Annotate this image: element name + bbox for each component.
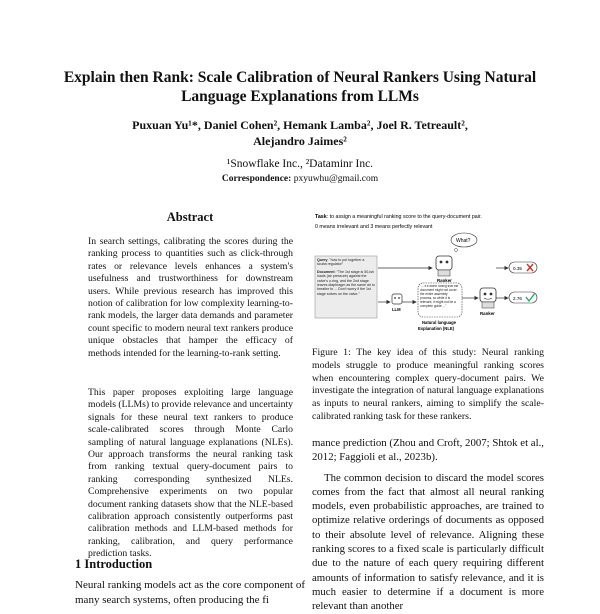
- scale-text: 0 means irrelevant and 3 means perfectly relevant: [315, 224, 433, 230]
- correspondence-email: pxyuwhu@gmail.com: [293, 174, 379, 184]
- abstract-heading: Abstract: [166, 210, 214, 224]
- thought-bubble-text: What?: [456, 238, 471, 244]
- document-label: Document: [317, 269, 335, 274]
- abstract-paragraph-1: In search settings, calibrating the scores during the ranking process to quantities such as click-through rates or relevance levels enhances a system's usefulness and trustworthiness for downstream users. While previous research has improved this notion of calibration for low complexity learning-to-rank models, the larger data demands and parameter count specific to modern neural text rankers produce unique obstacles that hamper the efficacy of methods intended for the learning-to-rank setting.: [88, 236, 293, 359]
- authors-line-2: Alejandro Jaimes²: [253, 134, 347, 148]
- title-line-1: Explain then Rank: Scale Calibration of Neural Rankers Using Natural: [63, 69, 537, 86]
- section-heading-introduction: 1 Introduction: [75, 557, 153, 571]
- document-text: : "The 1st stage is 50-ish loads (air pressure) against the valve's o-ring, and the 2nd stage leaves diaphragm as the same air to breathe to ... Don't worry if the 1st stage solves on the valve.": [317, 269, 375, 296]
- query-text: : "how to put together a scuba regulator": [317, 258, 365, 267]
- abstract-paragraph-2: This paper proposes exploiting large language models (LLMs) to provide relevance and uncertainty signals for these neural text rankers to produce scale-calibrated scores through Monte Carlo sampling of natural language explanations (NLEs). Our approach transforms the neural ranking task from ranking textual query-document pairs to ranking corresponding synthesized NLEs. Comprehensive experiments on two popular document ranking datasets show that the NLE-based calibration approach consistently outperforms past calibration methods and LLM-based methods for ranking, calibration, and query performance prediction tasks.: [88, 387, 293, 560]
- right-column-paragraph-1: mance prediction (Zhou and Croft, 2007; Shtok et al., 2012; Faggioli et al., 2023b).: [312, 437, 544, 464]
- right-column-text: [312, 436, 544, 614]
- nle-caption-line-2: Explanation (NLE): [418, 326, 455, 331]
- nle-caption-line-1: Natural language: [422, 320, 456, 325]
- llm-icon: [392, 294, 402, 304]
- authors-line-1: Puxuan Yu¹*, Daniel Cohen², Hemank Lamba², Joel R. Tetreault²,: [132, 118, 468, 132]
- ranker-robot-top-icon: [436, 256, 452, 276]
- figure-diagram: [312, 210, 544, 338]
- correspondence: [0, 174, 600, 184]
- task-text: : to assign a meaningful ranking score to the query-document pair.: [326, 214, 482, 220]
- title-line-2: Language Explanations from LLMs: [181, 88, 419, 105]
- figure-caption: Figure 1: The key idea of this study: Neural ranking models struggle to produce meaningful ranking scores when encountering complex query-document pairs. We investigate the integration of natural language explanations as inputs to neural rankers, aiming to simplify the scale-calibrated ranking task for these rankers.: [312, 347, 544, 422]
- author-list: [0, 117, 600, 149]
- paper-title: [0, 68, 600, 106]
- query-label: Query: [317, 258, 328, 262]
- svg-text:Task: to assign a meaningful r: [315, 214, 482, 220]
- llm-label: LLM: [392, 307, 401, 312]
- ranker-label-bottom: Ranker: [480, 311, 495, 316]
- introduction-text: Neural ranking models act as the core component of many search systems, often producing the fi: [75, 579, 305, 607]
- score-bottom-value: 2.76: [513, 296, 522, 301]
- ranker-label-top: Ranker: [437, 278, 452, 283]
- task-label: Task: [315, 214, 327, 220]
- nle-text: "... it's worth noting that the document might not cover the entire assembly process, so while it is relevant, it might not be a complete guide ...": [420, 285, 459, 308]
- affiliations: ¹Snowflake Inc., ²Dataminr Inc.: [226, 158, 374, 170]
- score-top-value: 0.35: [513, 266, 522, 271]
- figure-1: [312, 210, 544, 338]
- ranker-robot-bottom-icon: [480, 288, 496, 308]
- correspondence-label: Correspondence:: [221, 174, 292, 184]
- right-column-paragraph-2: The common decision to discard the model scores comes from the fact that almost all neural ranking models, even probabilistic approaches, are trained to optimize relative orderings of documents as opposed to their absolute level of relevance. Aligning these ranking scores to a fixed scale is particularly difficult due to the nature of each query requiring different amounts of information to satisfy relevance, and it is much easier to determine if a document is more relevant than another: [312, 471, 544, 613]
